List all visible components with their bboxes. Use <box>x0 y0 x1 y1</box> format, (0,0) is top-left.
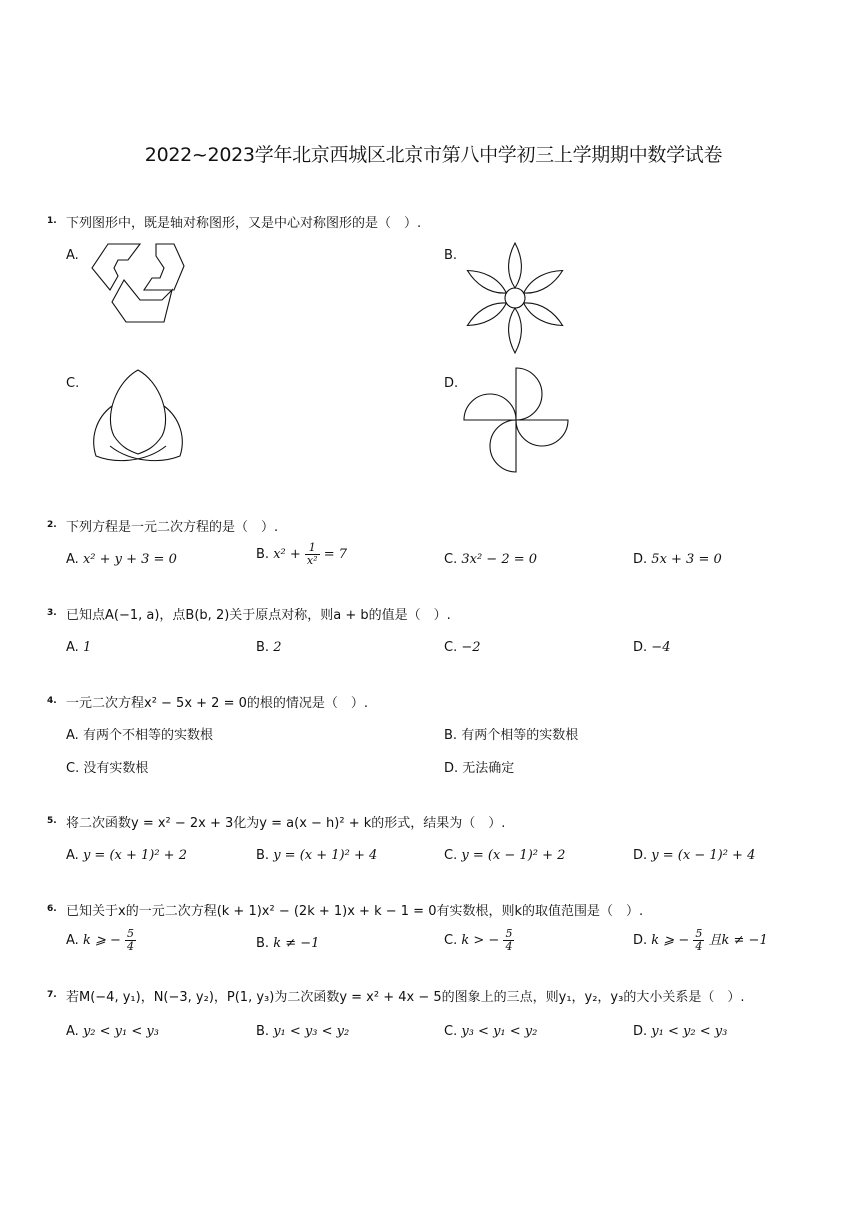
six-petal-flower-figure <box>460 240 570 355</box>
option-label: B. <box>256 640 270 655</box>
option-text: 1 <box>82 640 92 655</box>
option-text: k ⩾ − <box>82 933 121 948</box>
option-label: A. <box>66 1024 79 1039</box>
option-label: B. <box>444 248 458 263</box>
option-c <box>444 550 537 570</box>
fraction <box>693 928 704 953</box>
fraction-numerator: 5 <box>505 927 513 940</box>
fraction-denominator: 4 <box>127 940 135 953</box>
three-arc-triquetra-figure <box>86 366 190 466</box>
option-a <box>66 550 177 570</box>
option-label: D. <box>633 640 648 655</box>
question-stem: 已知关于x的一元二次方程(k + 1)x² − (2k + 1)x + k − 1 = 0有实数根，则k的取值范围是（ ）. <box>66 904 644 919</box>
question-number: 1. <box>47 216 57 226</box>
option-b <box>256 846 377 866</box>
question-number: 6. <box>47 904 57 914</box>
option-d <box>633 638 670 658</box>
fraction-denominator: 4 <box>695 940 703 953</box>
option-d <box>633 550 722 570</box>
option-label: A. <box>66 248 79 263</box>
question-stem: 已知点A(−1, a)，点B(b, 2)关于原点对称，则a + b的值是（ ）. <box>66 608 451 623</box>
option-text: 3x² − 2 = 0 <box>461 552 538 567</box>
option-label: B. <box>256 547 270 562</box>
option-label: D. <box>444 761 459 776</box>
option-b <box>256 638 281 658</box>
option-text: y₁ < y₂ < y₃ <box>651 1024 728 1039</box>
option-label: A. <box>66 848 79 863</box>
option-text: k > − <box>461 933 500 948</box>
option-text: y₃ < y₁ < y₂ <box>461 1024 538 1039</box>
option-text: 且k ≠ −1 <box>708 933 768 948</box>
option-c <box>444 928 514 953</box>
question-stem: 若M(−4, y₁)，N(−3, y₂)，P(1, y₃)为二次函数y = x² + 4x − 5的图象上的三点，则y₁，y₂，y₃的大小关系是（ ）. <box>66 990 745 1005</box>
option-text: k ≠ −1 <box>273 936 320 951</box>
four-semicircle-windmill-figure <box>462 366 574 478</box>
option-label: A. <box>66 552 79 567</box>
option-label: C. <box>444 933 458 948</box>
option-label: D. <box>633 1024 648 1039</box>
option-d <box>633 1022 727 1042</box>
fraction-denominator: 4 <box>505 940 513 953</box>
option-a <box>66 726 213 746</box>
fraction-denominator: x² <box>306 554 318 567</box>
option-label: B. <box>256 1024 270 1039</box>
option-text: = 7 <box>323 547 347 562</box>
option-b <box>256 542 347 567</box>
option-text: y = (x + 1)² + 4 <box>273 848 378 863</box>
question-number: 4. <box>47 696 57 706</box>
question-stem: 将二次函数y = x² − 2x + 3化为y = a(x − h)² + k的形式，结果为（ ）. <box>66 816 506 831</box>
option-c <box>66 759 148 779</box>
page-title: 2022~2023学年北京西城区北京市第八中学初三上学期期中数学试卷 <box>144 144 723 166</box>
option-text: −2 <box>461 640 481 655</box>
option-label: A. <box>66 640 79 655</box>
fraction <box>125 928 136 953</box>
option-text: k ⩾ − <box>651 933 690 948</box>
option-text: y = (x + 1)² + 2 <box>82 848 187 863</box>
option-text: 有两个不相等的实数根 <box>82 728 213 743</box>
option-label: B. <box>256 936 270 951</box>
option-label: A. <box>66 728 79 743</box>
option-text: 没有实数根 <box>83 761 149 776</box>
option-text: x² + y + 3 = 0 <box>82 552 177 567</box>
question-number: 3. <box>47 608 57 618</box>
question-number: 7. <box>47 990 57 1000</box>
option-label: C. <box>444 640 458 655</box>
option-label: C. <box>444 552 458 567</box>
fraction-numerator: 5 <box>127 927 135 940</box>
option-text: x² + <box>273 547 301 562</box>
option-label: D. <box>633 933 648 948</box>
option-a <box>66 638 91 658</box>
option-label: B. <box>444 728 458 743</box>
option-label: D. <box>444 376 459 391</box>
option-text: −4 <box>651 640 671 655</box>
option-label: C. <box>66 761 80 776</box>
option-d <box>633 928 768 953</box>
fraction <box>305 542 320 567</box>
question-number: 2. <box>47 520 57 530</box>
option-a <box>66 1022 159 1042</box>
option-text: y₁ < y₃ < y₂ <box>273 1024 350 1039</box>
option-text: y₂ < y₁ < y₃ <box>82 1024 159 1039</box>
option-label: B. <box>256 848 270 863</box>
option-c <box>444 1022 537 1042</box>
fraction-numerator: 5 <box>695 927 703 940</box>
option-label: D. <box>633 848 648 863</box>
question-stem: 一元二次方程x² − 5x + 2 = 0的根的情况是（ ）. <box>66 696 369 711</box>
three-hexagon-pinwheel-figure <box>88 238 188 328</box>
option-b <box>256 1022 349 1042</box>
question-stem: 下列图形中，既是轴对称图形，又是中心对称图形的是（ ）. <box>66 216 422 231</box>
option-label: C. <box>444 848 458 863</box>
option-c <box>444 638 481 658</box>
question-stem: 下列方程是一元二次方程的是（ ）. <box>66 520 279 535</box>
option-text: 2 <box>273 640 282 655</box>
fraction-numerator: 1 <box>305 542 320 555</box>
option-label: C. <box>66 376 80 391</box>
option-b <box>444 726 578 746</box>
option-text: y = (x − 1)² + 4 <box>651 848 756 863</box>
option-b <box>256 934 319 954</box>
option-text: 无法确定 <box>462 761 515 776</box>
option-d <box>633 846 755 866</box>
option-label: A. <box>66 933 79 948</box>
option-c <box>444 846 565 866</box>
option-label: C. <box>444 1024 458 1039</box>
option-a <box>66 928 136 953</box>
option-d <box>444 759 514 779</box>
fraction <box>503 928 514 953</box>
option-label: D. <box>633 552 648 567</box>
option-text: 5x + 3 = 0 <box>651 552 722 567</box>
option-text: y = (x − 1)² + 2 <box>461 848 566 863</box>
question-number: 5. <box>47 816 57 826</box>
option-text: 有两个相等的实数根 <box>461 728 579 743</box>
option-a <box>66 846 187 866</box>
